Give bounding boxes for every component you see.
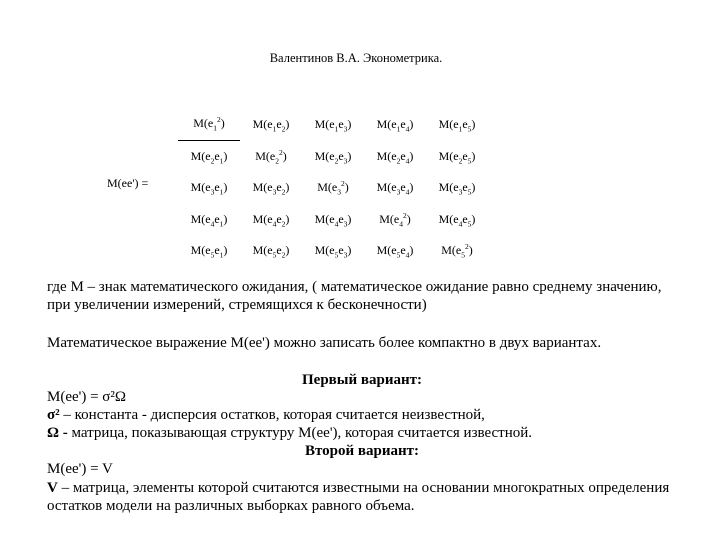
matrix-cell: $M(e_2^2)$	[255, 147, 287, 165]
matrix-cell: $M(e_4e_3)$	[314, 211, 352, 229]
matrix-cell: $M(e_4e_2)$	[252, 211, 290, 229]
variant-two-title: Второй вариант:	[304, 443, 419, 459]
matrix-cell: $M(e_5e_3)$	[314, 243, 352, 260]
omega-definition-text: матрица, показывающая структуру M(ee'), которая считается известной.	[67, 425, 533, 441]
matrix-cell: $M(e_5^2)$	[441, 242, 473, 260]
sigma-definition	[47, 406, 677, 424]
matrix-cell: $M(e_5e_4)$	[376, 243, 414, 260]
matrix-cell: $M(e_3e_4)$	[376, 180, 414, 197]
matrix-row	[178, 204, 488, 236]
matrix-cell: $M(e_4^2)$	[379, 210, 411, 229]
definition-paragraph: где М – знак математического ожидания, ( математическое ожидание равно среднему значению, при увеличении измерений, стремящихся к бесконечности)	[47, 279, 662, 313]
matrix-cell: $M(e_2e_4)$	[376, 148, 414, 165]
matrix-cell: $M(e_3e_2)$	[252, 180, 290, 197]
matrix-cell: $M(e_1e_2)$	[252, 116, 290, 133]
sigma-symbol: σ²	[47, 407, 60, 423]
matrix-cell: $M(e_4e_5)$	[438, 211, 476, 229]
matrix-row	[178, 235, 488, 267]
compact-expression-paragraph: Математическое выражение M(ee') можно записать более компактно в двух вариантах.	[47, 335, 602, 351]
matrix-row	[178, 172, 488, 204]
matrix-cell: $M(e_5e_1)$	[190, 243, 228, 260]
matrix-cell: $M(e_2e_1)$	[190, 148, 228, 166]
variant-one-formula: M(ee') = σ²Ω	[47, 389, 127, 405]
variant-one-title: Первый вариант:	[302, 372, 422, 388]
matrix-row	[178, 140, 488, 172]
matrix-cell: $M(e_3^2)$	[317, 179, 349, 197]
covariance-matrix	[178, 108, 488, 267]
matrix-cell: $M(e_1^2)$	[178, 108, 240, 140]
v-definition-text: – матрица, элементы которой считаются известными на основании многократных определения остатков модели на различных выборках равного объема.	[47, 480, 670, 514]
omega-definition	[47, 424, 677, 442]
document-header: Валентинов В.А. Эконометрика.	[269, 51, 443, 65]
v-symbol: V	[47, 480, 58, 496]
matrix-cell: $M(e_1e_4)$	[376, 116, 414, 133]
matrix-cell: $M(e_4e_1)$	[190, 211, 228, 229]
matrix-cell: $M(e_3e_5)$	[438, 180, 476, 197]
matrix-cell: $M(e_1e_5)$	[438, 116, 476, 133]
variant-two-formula: M(ee') = V	[47, 461, 113, 477]
matrix-label: M(ee') =	[107, 176, 149, 190]
matrix-cell: $M(e_5e_2)$	[252, 243, 290, 260]
v-definition	[47, 479, 677, 515]
omega-symbol: Ω -	[47, 425, 68, 441]
matrix-cell: $M(e_2e_3)$	[314, 148, 352, 165]
matrix-row	[178, 108, 488, 140]
matrix-cell: $M(e_3e_1)$	[190, 180, 228, 197]
matrix-cell: $M(e_2e_5)$	[438, 148, 476, 165]
matrix-cell: $M(e_1e_3)$	[314, 116, 352, 133]
sigma-definition-text: – константа - дисперсия остатков, которая считается неизвестной,	[59, 407, 485, 423]
